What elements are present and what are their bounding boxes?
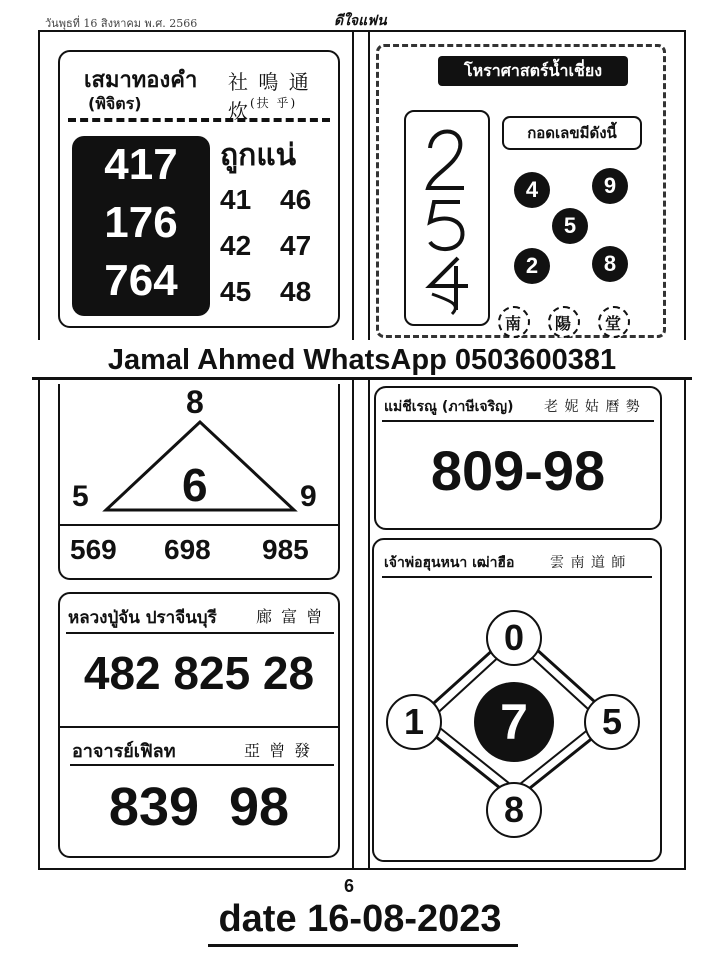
header-brand-logo: ดีใจแฟน <box>334 13 387 29</box>
triangle-divider <box>60 524 338 526</box>
semathong-label-right: ถูกแน่ <box>220 138 297 173</box>
footer-date: date 16-08-2023 <box>218 898 502 940</box>
triangle-top: 8 <box>186 384 204 420</box>
semathong-number-1: 417 <box>104 140 178 189</box>
triangle-combo-2: 698 <box>164 534 211 565</box>
triangle-left: 5 <box>72 480 89 513</box>
page-spine <box>352 32 370 868</box>
semathong-dashed-divider <box>68 118 330 122</box>
chaopho-title: เจ้าพ่อฮุนหนา เฒ่าฮือ <box>384 555 515 571</box>
semathong-title: เสมาทองคำ <box>84 68 198 93</box>
box-maechi <box>374 386 662 530</box>
semathong-pair-3: 42 <box>220 230 252 261</box>
semathong-pair-6: 48 <box>280 276 312 307</box>
horasat-digit-4: 4 <box>514 172 550 208</box>
luangpu-chinese: 廊 富 曾 <box>256 607 325 626</box>
chaopho-underline <box>382 576 652 578</box>
triangle-right: 9 <box>300 480 317 513</box>
horasat-title: โหราศาสตร์น้ำเชี่ยง <box>438 56 628 86</box>
ajarn-numbers: 839 98 <box>108 777 290 837</box>
semathong-pair-5: 45 <box>220 276 252 307</box>
semathong-number-block <box>72 136 210 316</box>
semathong-number-3: 764 <box>104 256 178 305</box>
semathong-chinese: 社 鳴 通 炊 <box>228 70 311 123</box>
luangpu-title: หลวงปู่จัน ปราจีนบุรี <box>68 608 217 628</box>
chaopho-top: 0 <box>486 610 542 666</box>
horasat-digit-2: 2 <box>514 248 550 284</box>
semathong-pair-1: 41 <box>220 184 252 215</box>
semathong-pair-4: 47 <box>280 230 312 261</box>
triangle-combo-3: 985 <box>262 534 309 565</box>
luangpu-divider <box>60 726 338 728</box>
chaopho-bottom: 8 <box>486 782 542 838</box>
horasat-seal-1: 南 <box>498 306 530 338</box>
chaopho-center: 7 <box>474 682 554 762</box>
triangle-combo-1: 569 <box>70 534 117 565</box>
watermark-contact: Jamal Ahmed WhatsApp 0503600381 <box>32 340 692 380</box>
horasat-digit-9: 9 <box>592 168 628 204</box>
ajarn-title: อาจารย์เฟิลท <box>72 741 176 762</box>
horasat-seal-3: 堂 <box>598 306 630 338</box>
footer-date-underline <box>208 944 518 947</box>
horasat-digit-8: 8 <box>592 246 628 282</box>
box-luangpu <box>58 592 340 858</box>
semathong-pair-2: 46 <box>280 184 312 215</box>
ajarn-chinese: 亞 曾 發 <box>244 741 313 760</box>
header-date: วันพุธที่ 16 สิงหาคม พ.ศ. 2566 <box>45 17 198 30</box>
horasat-subtitle: กอดเลขมีดังนี้ <box>502 116 642 150</box>
page-number: 6 <box>344 876 355 896</box>
semathong-chinese-small: (扶 乎) <box>250 96 298 110</box>
chaopho-right: 5 <box>584 694 640 750</box>
luangpu-numbers: 482 825 28 <box>83 647 315 699</box>
maechi-number: 809-98 <box>430 439 606 502</box>
horasat-handwritten-digits-icon <box>412 118 482 318</box>
chaopho-chinese: 雲 南 道 師 <box>550 555 627 571</box>
semathong-subtitle: (พิจิตร) <box>88 94 142 113</box>
semathong-number-2: 176 <box>104 198 178 247</box>
luangpu-underline <box>66 632 334 634</box>
maechi-chinese: 老 妮 姑 曆 勢 <box>544 399 641 415</box>
triangle-center: 6 <box>182 459 208 511</box>
chaopho-left: 1 <box>386 694 442 750</box>
horasat-digit-5: 5 <box>552 208 588 244</box>
maechi-title: แม่ชีเรณู (ภาษีเจริญ) <box>384 399 514 415</box>
maechi-underline <box>382 420 654 422</box>
ajarn-underline <box>70 764 334 766</box>
horasat-seal-2: 陽 <box>548 306 580 338</box>
